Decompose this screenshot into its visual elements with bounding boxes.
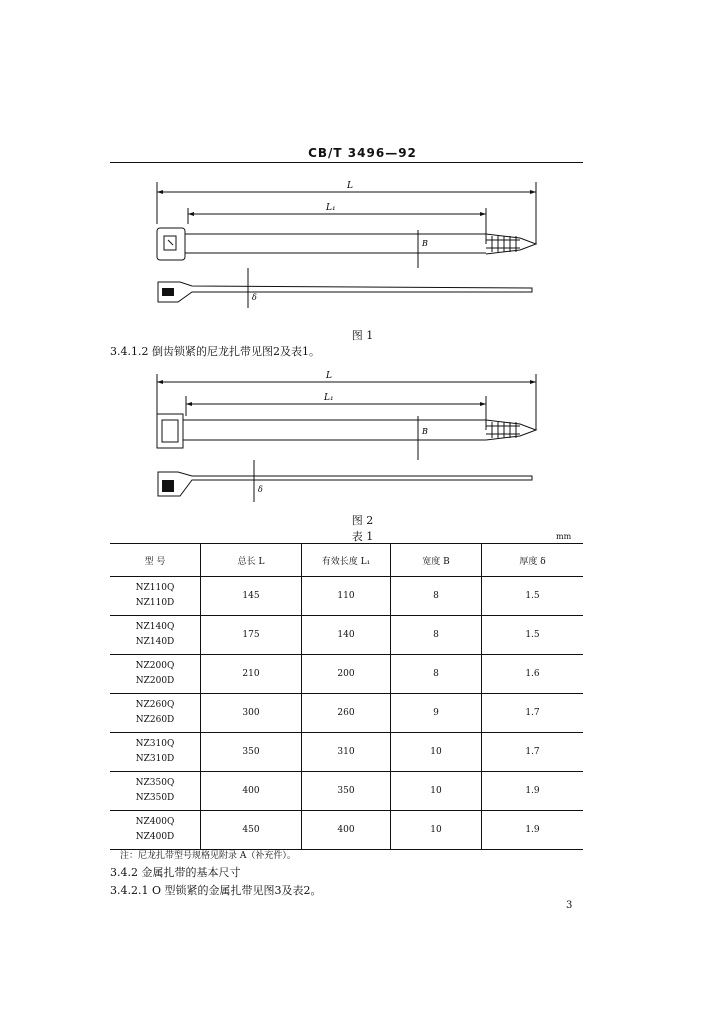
model-d: NZ350D — [135, 793, 175, 803]
model-d: NZ400D — [135, 832, 175, 842]
fig1-label-L1: L₁ — [326, 203, 336, 213]
total-length-cell: 145 — [201, 577, 302, 616]
table-row — [110, 811, 583, 850]
effective-length-cell: 350 — [302, 772, 391, 811]
model-q: NZ310Q — [135, 739, 175, 749]
fig1-label-L: L — [347, 181, 353, 191]
fig2-label-L1: L₁ — [324, 393, 334, 403]
header-model: 型 号 — [110, 544, 201, 577]
model-q: NZ200Q — [135, 661, 175, 671]
width-cell: 10 — [391, 811, 482, 850]
effective-length-cell: 310 — [302, 733, 391, 772]
effective-length-cell: 200 — [302, 655, 391, 694]
table-header-row — [110, 544, 583, 577]
width-cell: 10 — [391, 733, 482, 772]
model-cell — [110, 811, 201, 850]
model-cell — [110, 577, 201, 616]
model-q: NZ110Q — [135, 583, 175, 593]
header-rule — [110, 162, 583, 163]
section-3-4-2-1: 3.4.2.1 O 型锁紧的金属扎带见图3及表2。 — [110, 884, 322, 897]
thickness-cell: 1.5 — [482, 616, 584, 655]
model-q: NZ400Q — [135, 817, 175, 827]
total-length-cell: 350 — [201, 733, 302, 772]
width-cell: 8 — [391, 577, 482, 616]
model-q: NZ140Q — [135, 622, 175, 632]
section-3-4-1-2: 3.4.1.2 倒齿锁紧的尼龙扎带见图2及表1。 — [110, 345, 320, 358]
width-cell: 9 — [391, 694, 482, 733]
table-row — [110, 772, 583, 811]
model-d: NZ260D — [135, 715, 175, 725]
model-d: NZ200D — [135, 676, 175, 686]
standard-code: CB/T 3496—92 — [308, 146, 417, 160]
total-length-cell: 210 — [201, 655, 302, 694]
total-length-cell: 450 — [201, 811, 302, 850]
fig2-label-delta: δ — [258, 485, 263, 494]
thickness-cell: 1.7 — [482, 694, 584, 733]
fig1-label-delta: δ — [252, 293, 257, 302]
width-cell: 8 — [391, 655, 482, 694]
table-row — [110, 616, 583, 655]
fig2-label-B: B — [422, 427, 428, 436]
figure-1-drawing — [140, 168, 550, 318]
section-3-4-2: 3.4.2 金属扎带的基本尺寸 — [110, 866, 241, 879]
thickness-cell: 1.7 — [482, 733, 584, 772]
table-row — [110, 694, 583, 733]
header-thickness: 厚度 δ — [482, 544, 584, 577]
header-effective-length: 有效长度 L₁ — [302, 544, 391, 577]
width-cell: 8 — [391, 616, 482, 655]
fig1-label-B: B — [422, 239, 428, 248]
model-d: NZ310D — [135, 754, 175, 764]
model-q: NZ260Q — [135, 700, 175, 710]
fig2-label-L: L — [326, 371, 332, 381]
table-1-unit: mm — [556, 532, 572, 541]
header-width: 宽度 B — [391, 544, 482, 577]
figure-1-caption: 图 1 — [351, 329, 374, 342]
model-q: NZ350Q — [135, 778, 175, 788]
table-1-caption: 表 1 — [351, 530, 374, 543]
figure-2-caption: 图 2 — [351, 514, 374, 527]
table-row — [110, 577, 583, 616]
figure-2-drawing — [140, 364, 550, 514]
thickness-cell: 1.9 — [482, 772, 584, 811]
total-length-cell: 400 — [201, 772, 302, 811]
width-cell: 10 — [391, 772, 482, 811]
model-d: NZ140D — [135, 637, 175, 647]
model-cell — [110, 772, 201, 811]
total-length-cell: 175 — [201, 616, 302, 655]
effective-length-cell: 400 — [302, 811, 391, 850]
model-cell — [110, 733, 201, 772]
thickness-cell: 1.9 — [482, 811, 584, 850]
model-cell — [110, 616, 201, 655]
model-cell — [110, 694, 201, 733]
table-1-note: 注：尼龙扎带型号规格见附录 A（补充件）。 — [120, 851, 296, 861]
model-cell — [110, 655, 201, 694]
thickness-cell: 1.6 — [482, 655, 584, 694]
table-row — [110, 733, 583, 772]
table-row — [110, 655, 583, 694]
thickness-cell: 1.5 — [482, 577, 584, 616]
effective-length-cell: 140 — [302, 616, 391, 655]
model-d: NZ110D — [135, 598, 175, 608]
table-1 — [110, 543, 583, 850]
page-number: 3 — [566, 900, 573, 911]
total-length-cell: 300 — [201, 694, 302, 733]
header-total-length: 总长 L — [201, 544, 302, 577]
effective-length-cell: 260 — [302, 694, 391, 733]
effective-length-cell: 110 — [302, 577, 391, 616]
